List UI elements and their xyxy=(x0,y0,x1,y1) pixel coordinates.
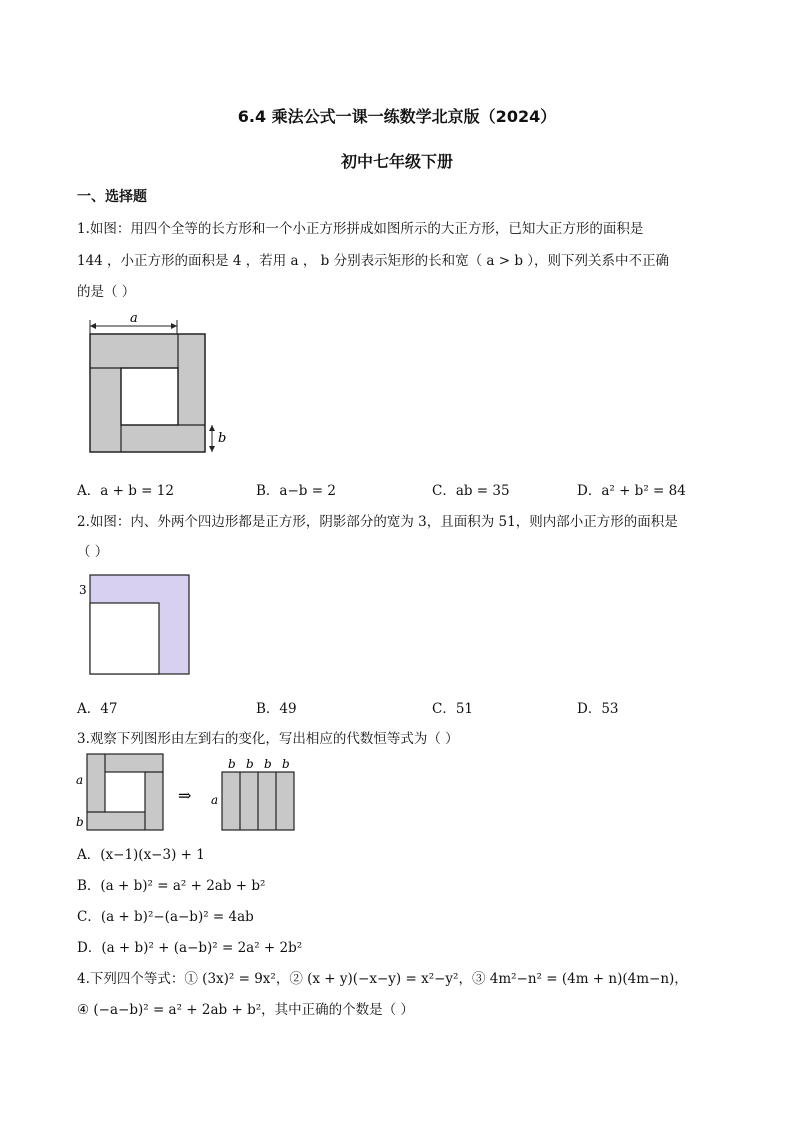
q1-text-line2: 144 ，小正方形的面积是 4 ，若用 a ， b 分别表示矩形的长和宽（ a > b ），则下列关系中不正确 xyxy=(77,253,670,269)
q3-text-line1: 3.观察下列图形由左到右的变化，写出相应的代数恒等式为（ ） xyxy=(77,731,459,747)
q3-figure xyxy=(74,752,304,836)
q1-option-a[interactable]: A．a + b = 12 xyxy=(77,483,174,499)
q3-option-a[interactable]: A．(x−1)(x−3) + 1 xyxy=(77,847,205,863)
q1-option-d[interactable]: D．a² + b² = 84 xyxy=(577,483,686,499)
q2-text-line2: （ ） xyxy=(77,544,109,560)
q1-option-c[interactable]: C．ab = 35 xyxy=(432,483,510,499)
q1-figure xyxy=(80,308,240,458)
q3-option-b[interactable]: B．(a + b)² = a² + 2ab + b² xyxy=(77,878,266,894)
q2-figure xyxy=(76,570,196,678)
q4-text-line1: 4.下列四个等式：① (3x)² = 9x²，② (x + y)(−x−y) = x²−y²，③ 4m²−n² = (4m + n)(4m−n)， xyxy=(77,971,688,987)
q1-label-a: a xyxy=(130,311,138,326)
q2-text-line1: 2.如图：内、外两个四边形都是正方形，阴影部分的宽为 3，且面积为 51，则内部小正方形的面积是 xyxy=(77,514,678,530)
q2-option-b[interactable]: B．49 xyxy=(256,701,297,717)
page-subtitle: 初中七年级下册 xyxy=(340,152,453,171)
q3-right-label-b4: b xyxy=(282,757,290,771)
q1-label-b: b xyxy=(218,431,227,446)
q1-inner-square xyxy=(121,368,178,425)
q3-right-label-b3: b xyxy=(264,757,272,771)
q4-text-line2: ④ (−a−b)² = a² + 2ab + b²，其中正确的个数是（ ） xyxy=(77,1002,414,1018)
q1-dim-b-arrow-bottom xyxy=(209,446,215,452)
page-title: 6.4 乘法公式一课一练数学北京版（2024） xyxy=(237,107,557,126)
q1-option-b[interactable]: B．a−b = 2 xyxy=(256,483,336,499)
q3-right-label-b1: b xyxy=(228,757,236,771)
q3-left-inner-square xyxy=(105,772,145,812)
q2-inner-square xyxy=(90,603,159,674)
q3-left-label-a: a xyxy=(76,773,84,787)
q3-right-label-b2: b xyxy=(246,757,254,771)
q1-text-line1: 1.如图：用四个全等的长方形和一个小正方形拼成如图所示的大正方形，已知大正方形的面积是 xyxy=(77,221,644,237)
q3-arrow: ⇒ xyxy=(178,786,192,805)
q2-option-a[interactable]: A．47 xyxy=(77,701,118,717)
q2-label-3: 3 xyxy=(79,583,87,597)
q1-dim-b-arrow-top xyxy=(209,425,215,431)
q3-left-label-b: b xyxy=(76,815,84,829)
q1-dim-a-arrow-right xyxy=(171,323,177,329)
q3-right-label-a: a xyxy=(211,793,219,807)
q3-option-c[interactable]: C．(a + b)²−(a−b)² = 4ab xyxy=(77,909,254,925)
q1-text-line3: 的是（ ） xyxy=(77,284,136,300)
q1-dim-a-arrow-left xyxy=(90,323,96,329)
q3-option-d[interactable]: D．(a + b)² + (a−b)² = 2a² + 2b² xyxy=(77,940,303,956)
q2-option-c[interactable]: C．51 xyxy=(432,701,474,717)
section-heading: 一、选择题 xyxy=(77,189,147,205)
q2-option-d[interactable]: D．53 xyxy=(577,701,619,717)
